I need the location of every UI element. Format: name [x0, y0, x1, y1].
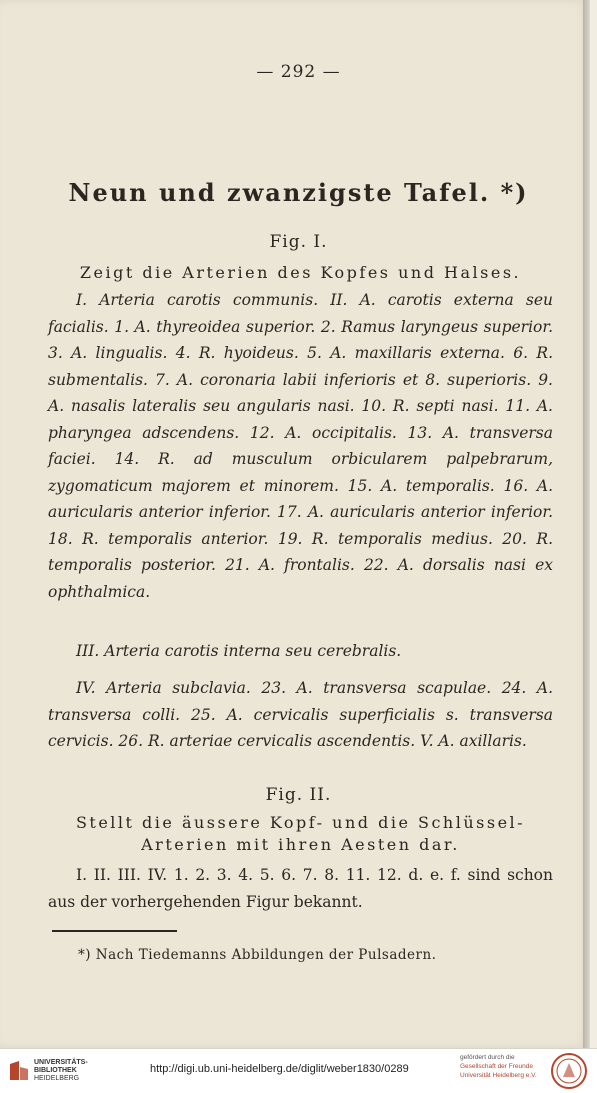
footnote: *) Nach Tiedemanns Abbildungen der Pulsadern.	[78, 947, 437, 963]
fig1-body	[48, 287, 553, 605]
fig1-label: Fig. I.	[269, 232, 328, 252]
fig2-label: Fig. II.	[265, 785, 332, 805]
fig2-caption: Stellt die äussere Kopf- und die Schlüssel-Arterien mit ihren Aesten dar.	[75, 813, 526, 854]
institution-name: UNIVERSITÄTS- BIBLIOTHEK HEIDELBERG	[34, 1059, 88, 1082]
sponsor-text: gefördert durch die Gesellschaft der Freunde Universität Heidelberg e.V.	[460, 1054, 537, 1079]
fig1-caption: Zeigt die Arterien des Kopfes und Halses.	[79, 263, 522, 282]
footnote-rule	[52, 930, 177, 932]
fig2-body	[48, 862, 553, 915]
university-seal-icon[interactable]	[550, 1052, 588, 1090]
fig1-body-2	[48, 638, 553, 665]
fig1-paragraph-1: I. Arteria carotis communis. II. A. carotis externa seu facialis. 1. A. thyreoidea superior. 2. Ramus laryngeus superior. 3. A. lingualis. 4. R. hyoideus. 5. A. maxillaris externa. 6. R. submentalis. 7. A. coronaria labii inferioris et 8. superioris. 9. A. nasalis lateralis seu angularis nasi. 10. R. septi nasi. 11. A. pharyngea adscendens. 12. A. occipitalis. 13. A. transversa faciei. 14. R. ad musculum orbicularem palpebrarum, zygomaticum majorem et minorem. 15. A. temporalis. 16. A. auricularis anterior inferior. 17. A. auricularis anterior inferior. 18. R. temporalis anterior. 19. R. temporalis medius. 20. R. temporalis posterior. 21. A. frontalis. 22. A. dorsalis nasi ex ophthalmica.	[48, 291, 553, 601]
fig1-paragraph-3: IV. Arteria subclavia. 23. A. transversa scapulae. 24. A. transversa colli. 25. A. cervicalis superficialis s. transversa cervicis. 26. R. arteriae cervicalis ascendentis. V. A. axillaris.	[48, 679, 553, 750]
page-edge	[583, 0, 590, 1048]
page-number: — 292 —	[256, 62, 341, 82]
page-title: Neun und zwanzigste Tafel. *)	[68, 178, 529, 207]
fig1-body-3	[48, 675, 553, 755]
fig1-paragraph-2: III. Arteria carotis interna seu cerebralis.	[76, 642, 402, 660]
permalink-url[interactable]: http://digi.ub.uni-heidelberg.de/diglit/weber1830/0289	[150, 1063, 409, 1075]
fig2-paragraph: I. II. III. IV. 1. 2. 3. 4. 5. 6. 7. 8. 11. 12. d. e. f. sind schon aus der vorhergehenden Figur bekannt.	[48, 866, 553, 911]
viewer-footer	[0, 1048, 597, 1093]
ub-heidelberg-logo-icon[interactable]	[6, 1058, 32, 1084]
